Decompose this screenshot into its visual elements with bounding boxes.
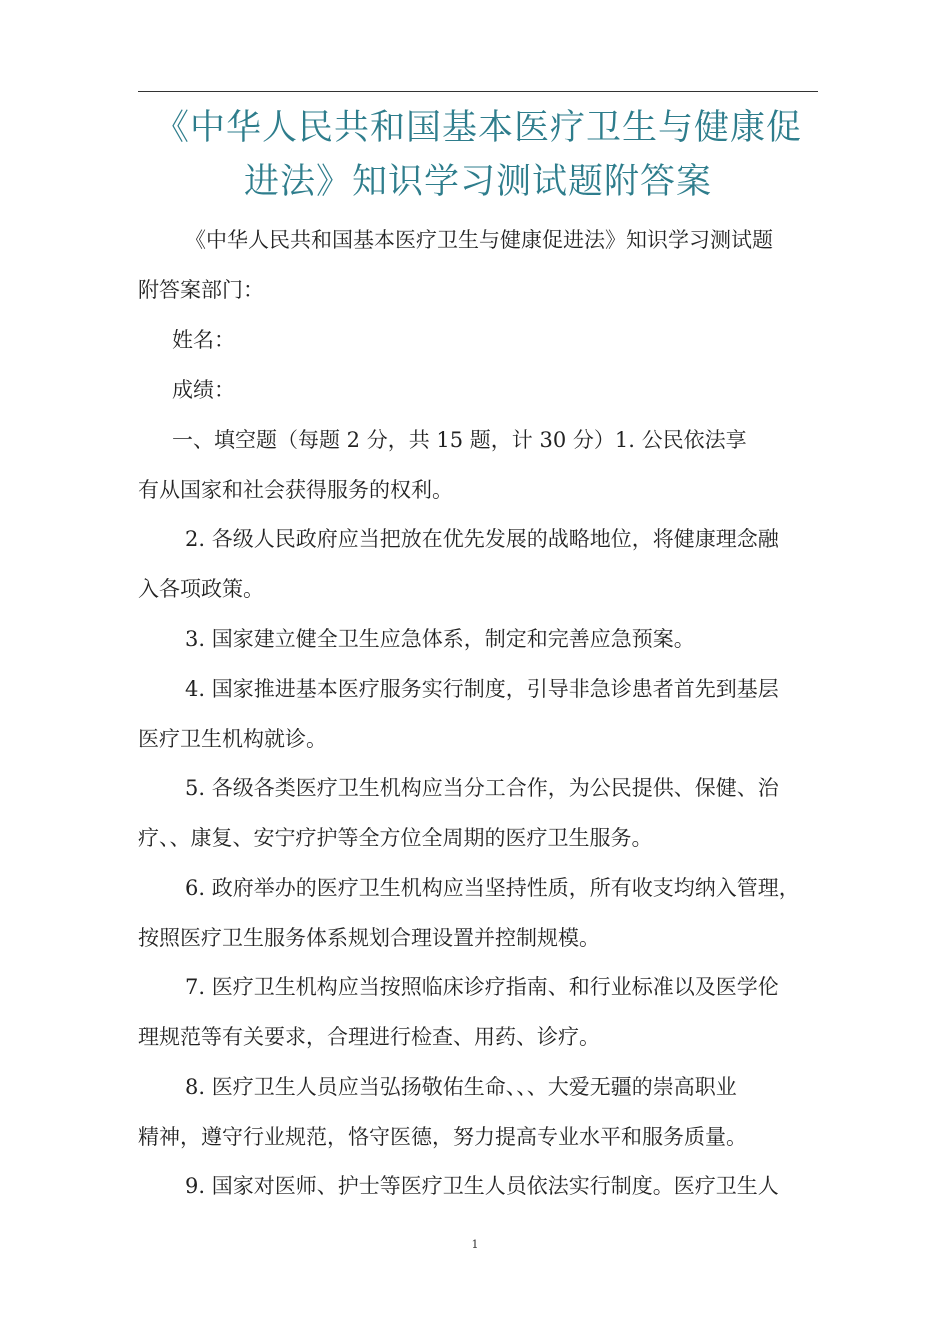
question-5-line-1: 5. 各级各类医疗卫生机构应当分工合作，为公民提供、保健、治 — [185, 776, 779, 800]
document-title-line-2: 进法》知识学习测试题附答案 — [243, 162, 712, 202]
page-number: 1 — [471, 1238, 479, 1251]
section-heading-line-2: 有从国家和社会获得服务的权利。 — [138, 478, 453, 502]
question-2-line-1: 2. 各级人民政府应当把放在优先发展的战略地位，将健康理念融 — [185, 527, 779, 551]
question-6-line-1: 6. 政府举办的医疗卫生机构应当坚持性质，所有收支均纳入管理， — [185, 876, 800, 900]
question-3-line-1: 3. 国家建立健全卫生应急体系，制定和完善应急预案。 — [185, 627, 695, 651]
question-4-line-1: 4. 国家推进基本医疗服务实行制度，引导非急诊患者首先到基层 — [185, 677, 779, 701]
intro-line-2: 附答案部门： — [138, 278, 264, 302]
score-label: 成绩： — [172, 378, 235, 402]
document-title-line-1: 《中华人民共和国基本医疗卫生与健康促 — [153, 108, 802, 148]
question-8-line-1: 8. 医疗卫生人员应当弘扬敬佑生命、、、大爱无疆的崇高职业 — [185, 1075, 737, 1099]
question-7-line-2: 理规范等有关要求，合理进行检查、用药、诊疗。 — [138, 1025, 600, 1049]
question-8-line-2: 精神，遵守行业规范，恪守医德，努力提高专业水平和服务质量。 — [138, 1125, 747, 1149]
question-6-line-2: 按照医疗卫生服务体系规划合理设置并控制规模。 — [138, 926, 600, 950]
question-4-line-2: 医疗卫生机构就诊。 — [138, 727, 327, 751]
intro-line-1: 《中华人民共和国基本医疗卫生与健康促进法》知识学习测试题 — [185, 228, 773, 252]
name-label: 姓名： — [172, 328, 235, 352]
question-5-line-2: 疗、、康复、安宁疗护等全方位全周期的医疗卫生服务。 — [138, 826, 653, 850]
header-rule — [138, 91, 818, 92]
section-heading-line-1: 一、填空题（每题 2 分，共 15 题，计 30 分）1. 公民依法享 — [172, 428, 747, 452]
question-7-line-1: 7. 医疗卫生机构应当按照临床诊疗指南、和行业标准以及医学伦 — [185, 975, 779, 999]
question-9-line-1: 9. 国家对医师、护士等医疗卫生人员依法实行制度。医疗卫生人 — [185, 1174, 779, 1198]
question-2-line-2: 入各项政策。 — [138, 577, 264, 601]
